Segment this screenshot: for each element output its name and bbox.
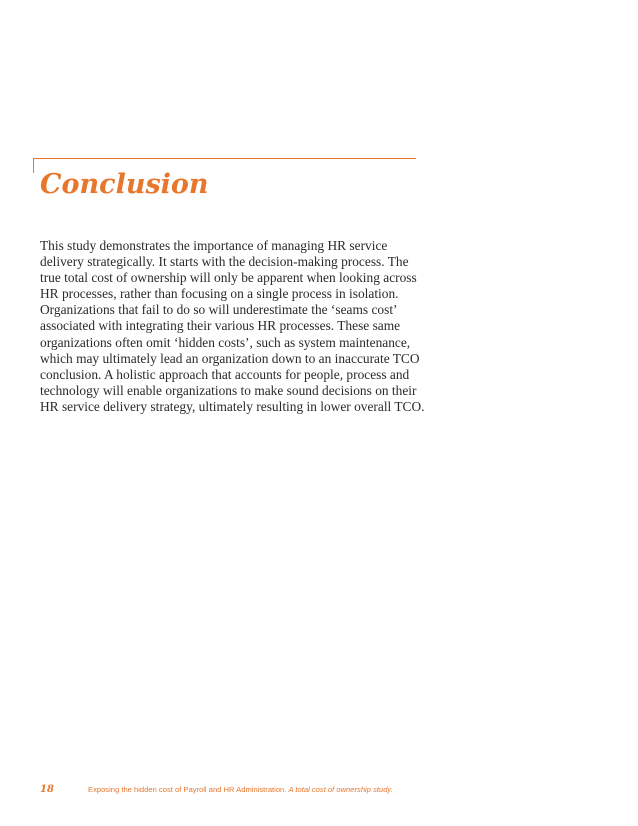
body-line: organizations often omit ‘hidden costs’, such as system maintenance, [40, 334, 411, 350]
body-line: delivery strategically. It starts with the decision-making process. The [40, 254, 409, 270]
body-paragraph [40, 238, 425, 415]
body-line: This study demonstrates the importance of managing HR service [40, 238, 388, 253]
body-line: associated with integrating their various HR processes. These same [40, 318, 401, 334]
page-title: Conclusion [40, 169, 209, 200]
footer-title: Exposing the hidden cost of Payroll and HR Administration. [88, 785, 287, 794]
heading-rule [33, 158, 416, 159]
footer-subtitle: A total cost of ownership study. [288, 785, 393, 794]
body-line: technology will enable organizations to make sound decisions on their [40, 382, 417, 398]
page-number: 18 [40, 784, 54, 795]
heading-rule-corner [33, 158, 34, 173]
body-line: which may ultimately lead an organization down to an inaccurate TCO [40, 350, 420, 366]
body-line: true total cost of ownership will only be apparent when looking across [40, 270, 417, 286]
body-line: Organizations that fail to do so will underestimate the ‘seams cost’ [40, 302, 398, 318]
body-line: conclusion. A holistic approach that accounts for people, process and [40, 366, 410, 382]
footer-text [88, 784, 393, 796]
body-line: HR processes, rather than focusing on a single process in isolation. [40, 286, 399, 302]
body-line: HR service delivery strategy, ultimately resulting in lower overall TCO. [40, 398, 425, 414]
